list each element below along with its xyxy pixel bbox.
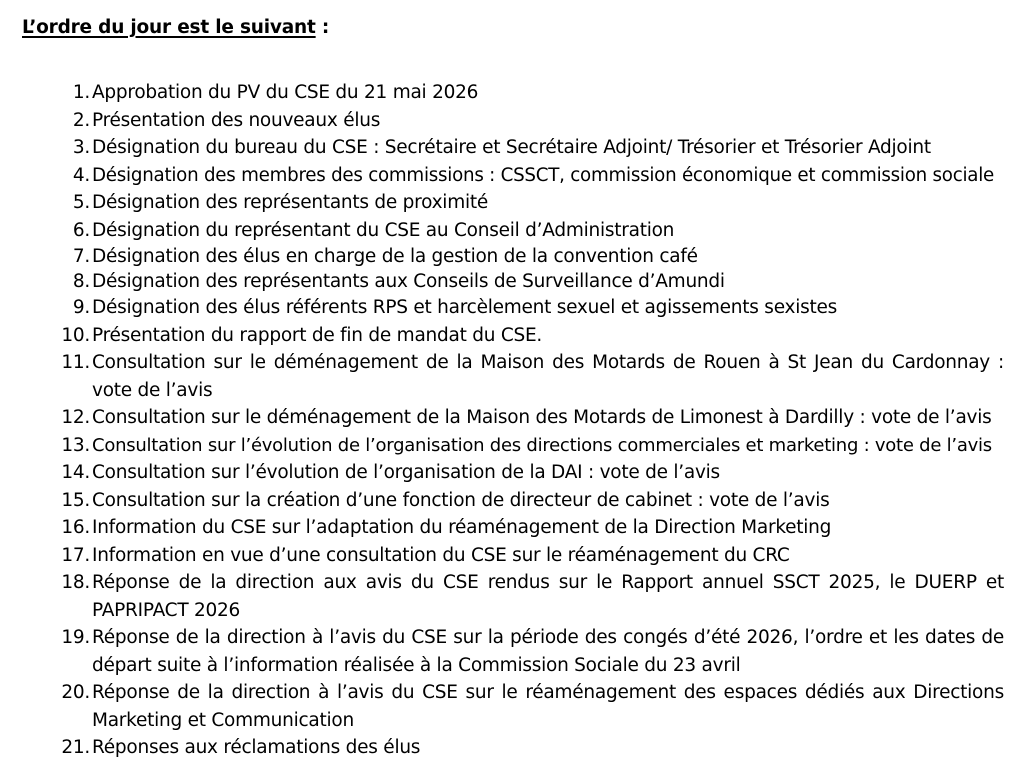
agenda-item-11 xyxy=(0,349,1024,404)
item-number: 12. xyxy=(61,407,90,428)
item-number: 17. xyxy=(61,544,90,566)
item-text: Réponse de la direction aux avis du CSE rendus sur le Rapport annuel SSCT 2025, le DUERP et PAPRIPACT 2026 xyxy=(92,572,1004,621)
agenda-item-10 xyxy=(0,322,1024,350)
item-text: Approbation du PV du CSE du 21 mai 2026 xyxy=(92,82,479,103)
item-text: Désignation des élus référents RPS et harcèlement sexuel et agissements sexistes xyxy=(92,297,838,318)
agenda-heading-title: L’ordre du jour est le suivant xyxy=(22,17,316,38)
item-text: Présentation du rapport de fin de mandat du CSE. xyxy=(92,324,543,346)
item-number: 3. xyxy=(72,137,90,158)
item-text: Désignation des représentants aux Conseils de Surveillance d’Amundi xyxy=(92,271,725,292)
agenda-item-16 xyxy=(0,514,1024,542)
agenda-item-17 xyxy=(0,542,1024,570)
item-text: Consultation sur l’évolution de l’organisation des directions commerciales et marketing : vote de l’avis xyxy=(92,434,992,456)
item-number: 11. xyxy=(61,352,90,373)
item-number: 16. xyxy=(61,517,90,538)
item-number: 8. xyxy=(72,271,90,292)
item-number: 4. xyxy=(72,164,90,186)
item-number: 5. xyxy=(72,192,90,213)
agenda-item-6 xyxy=(0,217,1024,245)
item-text: Consultation sur l’évolution de l’organisation de la DAI : vote de l’avis xyxy=(92,462,720,483)
agenda-item-3 xyxy=(0,134,1024,162)
item-number: 15. xyxy=(61,489,90,511)
item-text: Consultation sur la création d’une fonction de directeur de cabinet : vote de l’avis xyxy=(92,489,830,511)
agenda-item-18 xyxy=(0,569,1024,624)
agenda-item-4 xyxy=(0,162,1024,190)
item-text: Désignation des représentants de proximité xyxy=(92,192,488,213)
agenda-item-5 xyxy=(0,189,1024,217)
item-text: Désignation du représentant du CSE au Conseil d’Administration xyxy=(92,219,675,241)
agenda-item-8 xyxy=(0,269,1024,294)
item-text: Consultation sur le déménagement de la Maison des Motards de Rouen à St Jean du Cardonnay : vote de l’avis xyxy=(92,352,1004,401)
item-text: Désignation des élus en charge de la gestion de la convention café xyxy=(92,246,698,267)
agenda-item-12 xyxy=(0,404,1024,432)
agenda-list xyxy=(0,79,1024,762)
item-number: 6. xyxy=(72,219,90,241)
item-text: Présentation des nouveaux élus xyxy=(92,109,381,131)
item-number: 10. xyxy=(61,324,90,346)
item-number: 14. xyxy=(61,462,90,483)
agenda-item-7 xyxy=(0,244,1024,269)
agenda-heading xyxy=(22,17,329,38)
agenda-item-1 xyxy=(0,79,1024,107)
agenda-item-9 xyxy=(0,294,1024,322)
item-number: 9. xyxy=(72,297,90,318)
item-text: Désignation des membres des commissions : CSSCT, commission économique et commission sociale xyxy=(92,164,995,186)
item-number: 21. xyxy=(61,737,90,758)
agenda-item-2 xyxy=(0,107,1024,135)
agenda-item-15 xyxy=(0,487,1024,515)
item-number: 20. xyxy=(61,682,90,703)
item-number: 7. xyxy=(72,246,90,267)
item-number: 13. xyxy=(61,434,90,456)
item-text: Information en vue d’une consultation du CSE sur le réaménagement du CRC xyxy=(92,544,790,566)
agenda-heading-colon: : xyxy=(315,17,330,38)
item-text: Information du CSE sur l’adaptation du réaménagement de la Direction Marketing xyxy=(92,517,832,538)
item-text: Désignation du bureau du CSE : Secrétaire et Secrétaire Adjoint/ Trésorier et Trésorier Adjoint xyxy=(92,137,931,158)
item-text: Consultation sur le déménagement de la Maison des Motards de Limonest à Dardilly : vote de l’avis xyxy=(92,407,992,428)
agenda-item-20 xyxy=(0,679,1024,734)
item-text: Réponse de la direction à l’avis du CSE sur le réaménagement des espaces dédiés aux Directions Marketing et Communication xyxy=(92,682,1004,731)
agenda-item-19 xyxy=(0,624,1024,679)
agenda-item-14 xyxy=(0,459,1024,487)
item-number: 18. xyxy=(61,572,90,593)
agenda-item-13 xyxy=(0,432,1024,460)
agenda-item-21 xyxy=(0,734,1024,762)
item-number: 19. xyxy=(61,627,90,648)
item-text: Réponse de la direction à l’avis du CSE sur la période des congés d’été 2026, l’ordre et les dates de départ suite à l’information réalisée à la Commission Sociale du 23 avril xyxy=(92,627,1004,676)
item-number: 2. xyxy=(72,109,90,131)
item-text: Réponses aux réclamations des élus xyxy=(92,737,421,758)
item-number: 1. xyxy=(72,82,90,103)
